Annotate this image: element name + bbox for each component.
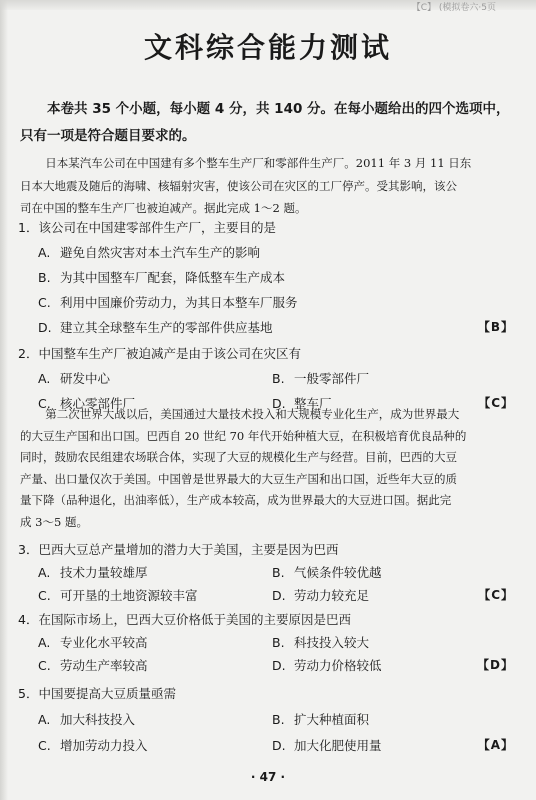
option-key: D. — [272, 588, 286, 603]
option-key: C. — [38, 295, 51, 310]
option-text: 技术力量较雄厚 — [60, 565, 148, 580]
q4-option-d — [272, 656, 382, 674]
option-text: 加大化肥使用量 — [294, 738, 382, 753]
option-key: C. — [38, 588, 51, 603]
passage-line: 产量、出口量仅次于美国。中国曾是世界最大的大豆生产国和出口国，近些年大豆的质 — [20, 471, 457, 486]
q1-option-b — [38, 268, 285, 286]
option-text: 气候条件较优越 — [294, 565, 382, 580]
option-key: C. — [38, 738, 51, 753]
q3-option-d — [272, 586, 369, 604]
option-key: C. — [38, 658, 51, 673]
option-key: D. — [38, 320, 52, 335]
passage-line: 日本某汽车公司在中国建有多个整车生产厂和零部件生产厂。2011 年 3 月 11 日东 — [45, 156, 472, 170]
passage-1 — [20, 152, 524, 220]
q5-option-b — [272, 710, 369, 728]
option-text: 劳动力价格较低 — [294, 658, 382, 673]
option-key: A. — [38, 565, 51, 580]
option-key: A. — [38, 712, 51, 727]
option-text: 为其中国整车厂配套，降低整车生产成本 — [60, 270, 286, 285]
q3-answer: 【C】 — [478, 588, 514, 602]
q2-answer: 【C】 — [478, 396, 514, 410]
passage-line: 日本大地震及随后的海啸、核辐射灾害，使该公司在灾区的工厂停产。受其影响，该公 — [20, 178, 457, 193]
passage-line: 司在中国的整车生产厂也被迫减产。据此完成 1～2 题。 — [20, 201, 307, 215]
option-key: D. — [272, 396, 286, 411]
q1-option-d — [38, 318, 273, 336]
option-key: D. — [272, 738, 286, 753]
option-key: A. — [38, 635, 51, 650]
header-bleed-text: 【C】 (模拟卷六·5页 — [411, 3, 496, 13]
q1-option-c — [38, 293, 298, 311]
option-text: 整车厂 — [294, 396, 332, 411]
q4-option-c — [38, 656, 148, 674]
question-5-stem: 5．中国要提高大豆质量亟需 — [18, 686, 176, 701]
option-key: B. — [38, 270, 51, 285]
question-3-stem: 3．巴西大豆总产量增加的潜力大于美国，主要是因为巴西 — [18, 542, 339, 557]
instructions: 本卷共 35 个小题，每小题 4 分，共 140 分。在每小题给出的四个选项中，只有一项是符合题目要求的。 — [20, 101, 510, 144]
passage-line: 的大豆生产国和出口国。巴西自 20 世纪 70 年代开始种植大豆，在积极培育优良品种的 — [20, 428, 467, 443]
option-text: 核心零部件厂 — [60, 396, 136, 411]
q3-option-b — [272, 563, 382, 581]
option-key: B. — [272, 712, 285, 727]
option-text: 可开垦的土地资源较丰富 — [60, 588, 198, 603]
passage-line: 第二次世界大战以后，美国通过大量技术投入和大规模专业化生产，成为世界最大 — [45, 407, 460, 421]
q5-option-a — [38, 710, 135, 728]
option-text: 研发中心 — [60, 371, 111, 386]
option-key: B. — [272, 565, 285, 580]
option-text: 劳动力较充足 — [294, 588, 370, 603]
q1-answer: 【B】 — [477, 320, 514, 334]
q4-option-a — [38, 633, 148, 651]
option-text: 加大科技投入 — [60, 712, 136, 727]
option-text: 科技投入较大 — [294, 635, 370, 650]
option-text: 扩大种植面积 — [294, 712, 370, 727]
q2-option-a — [38, 369, 110, 387]
option-text: 避免自然灾害对本土汽车生产的影响 — [60, 245, 261, 260]
q1-option-a — [38, 243, 260, 261]
q5-option-c — [38, 736, 148, 754]
option-key: B. — [272, 635, 285, 650]
q4-option-b — [272, 633, 369, 651]
option-key: C. — [38, 396, 51, 411]
option-text: 专业化水平较高 — [60, 635, 148, 650]
q5-answer: 【A】 — [477, 738, 514, 752]
page-number: · 47 · — [250, 770, 286, 784]
passage-line: 同时，鼓励农民组建农场联合体，实现了大豆的规模化生产与经营。目前，巴西的大豆 — [20, 450, 457, 464]
q2-option-b — [272, 369, 369, 387]
option-text: 增加劳动力投入 — [60, 738, 148, 753]
q5-option-d — [272, 736, 382, 754]
passage-2 — [20, 404, 524, 533]
question-4-stem: 4．在国际市场上，巴西大豆价格低于美国的主要原因是巴西 — [18, 612, 351, 627]
option-text: 利用中国廉价劳动力，为其日本整车厂服务 — [60, 295, 298, 310]
option-key: D. — [272, 658, 286, 673]
passage-line: 量下降（品种退化，出油率低），生产成本较高，成为世界最大的大豆进口国。据此完 — [20, 493, 452, 507]
q3-option-c — [38, 586, 198, 604]
passage-line: 成 3～5 题。 — [20, 514, 88, 529]
question-1-stem: 1．该公司在中国建零部件生产厂，主要目的是 — [18, 220, 276, 235]
q3-option-a — [38, 563, 148, 581]
option-text: 建立其全球整车生产的零部件供应基地 — [60, 320, 273, 335]
option-key: A. — [38, 371, 51, 386]
page-binding-shadow — [0, 0, 8, 800]
page-title: 文科综合能力测试 — [143, 31, 392, 64]
option-text: 一般零部件厂 — [294, 371, 370, 386]
option-text: 劳动生产率较高 — [60, 658, 148, 673]
question-2-stem: 2．中国整车生产厂被迫减产是由于该公司在灾区有 — [18, 346, 301, 361]
option-key: A. — [38, 245, 51, 260]
option-key: B. — [272, 371, 285, 386]
q4-answer: 【D】 — [477, 658, 514, 672]
